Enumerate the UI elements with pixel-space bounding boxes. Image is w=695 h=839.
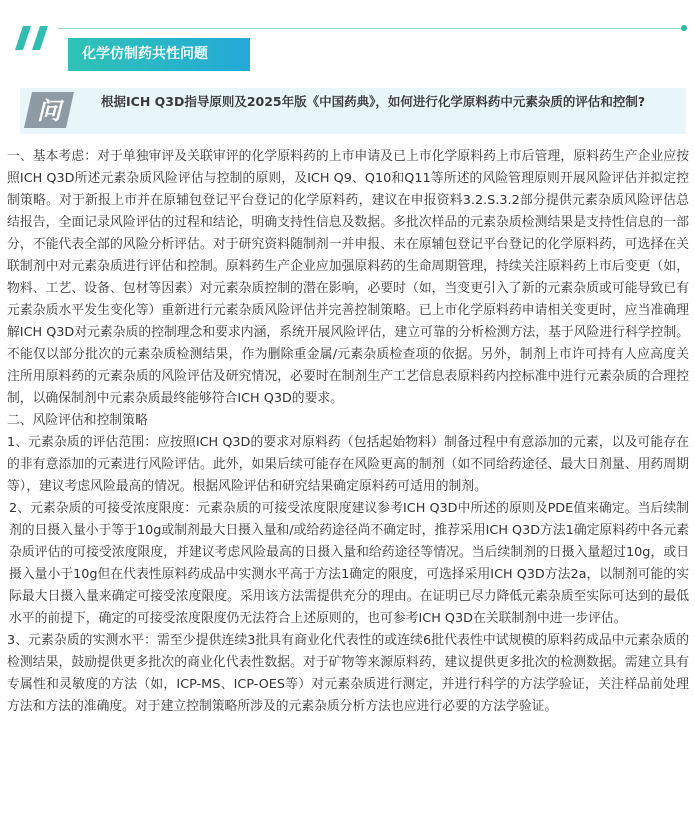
acceptable-limit-paragraph: 2、元素杂质的可接受浓度限度：元素杂质的可接受浓度限度建议参考ICH Q3D中所述的原则及PDE值来确定。当后续制剂的日摄入量小于等于10g或制剂最大日摄入量和/或给药途径尚不确定时，推荐采用ICH Q3D方法1确定原料药中各元素杂质评估的可接受浓度限度，并建议考虑风险最高的日摄入量和给药途径等情况。当后续制剂的日摄入量超过10g，或日摄入量小于10g但在代表性原料药成品中实测水平高于方法1确定的限度，可选择采用ICH Q3D方法2a，以制剂可能的实际最大日摄入量来确定可接受浓度限度。采用该方法需提供充分的理由。在证明已尽力降低元素杂质至实际可达到的最低水平的前提下，确定的可接受浓度限度仍无法符合上述原则的，也可参考ICH Q3D在关联制剂中进一步评估。 xyxy=(9,501,689,626)
question-badge-icon xyxy=(24,92,74,128)
question-box xyxy=(20,88,686,134)
question-text: 根据ICH Q3D指导原则及2025年版《中国药典》，如何进行化学原料药中元素杂质的评估和控制? xyxy=(101,94,646,109)
answer-body xyxy=(7,146,689,718)
basic-considerations-paragraph: 一、基本考虑：对于单独审评及关联审评的化学原料药的上市申请及已上市化学原料药上市后管理，原料药生产企业应按照ICH Q3D所述元素杂质风险评估与控制的原则，及ICH Q9、Q10和Q11等所述的风险管理原则开展风险评估并拟定控制策略。对于新报上市并在原辅包登记平台登记的化学原料药，建议在申报资料3.2.S.3.2部分提供元素杂质风险评估总结报告，全面记录风险评估的过程和结论，明确支持性信息及数据。多批次样品的元素杂质检测结果是支持性信息的一部分，不能代表全部的风险分析评估。对于研究资料随制剂一并申报、未在原辅包登记平台登记的化学原料药，可选择在关联制剂中对元素杂质进行评估和控制。原料药生产企业应加强原料药的生命周期管理，持续关注原料药上市后变更（如，物料、工艺、设备、包材等因素）对元素杂质控制的潜在影响，必要时（如，当变更引入了新的元素杂质或可能导致已有元素杂质水平发生变化等）重新进行元素杂质风险评估并完善控制策略。已上市化学原料药申请相关变更时，应当准确理解ICH Q3D对元素杂质的控制理念和要求内涵，系统开展风险评估，建立可靠的分析检测方法，基于风险进行科学控制。不能仅以部分批次的元素杂质检测结果，作为删除重金属/元素杂质检查项的依据。另外，制剂上市许可持有人应高度关注所用原料药的元素杂质的风险评估及研究情况，必要时在制剂生产工艺信息表原料药内控标准中进行元素杂质的合理控制，以确保制剂中元素杂质最终能够符合ICH Q3D的要求。 xyxy=(7,149,689,406)
measured-level-paragraph: 3、元素杂质的实测水平：需至少提供连续3批具有商业化代表性的或连续6批代表性中试规模的原料药成品中元素杂质的检测结果，鼓励提供更多批次的商业化代表性数据。对于矿物等来源原料药，建议提供更多批次的检测数据。需建立具有专属性和灵敏度的方法（如，ICP-MS、ICP-OES等）对元素杂质进行测定，并进行科学的方法学验证，关注样品前处理方法和方法的准确度。对于建立控制策略所涉及的元素杂质分析方法也应进行必要的方法学验证。 xyxy=(7,633,689,714)
evaluation-scope-paragraph: 1、元素杂质的评估范围：应按照ICH Q3D的要求对原料药（包括起始物料）制备过程中有意添加的元素，以及可能存在的非有意添加的元素进行风险评估。此外，如果后续可能存在风险更高的制剂（如不同给药途径、最大日剂量、用药周期等），建议考虑风险最高的情况。根据风险评估和研究结果确定原料药可适用的制剂。 xyxy=(7,435,689,494)
header-divider-dot xyxy=(681,25,687,31)
section-title: 化学仿制药共性问题 xyxy=(68,38,250,71)
svg-text:问: 问 xyxy=(37,97,61,125)
header-divider xyxy=(58,28,684,29)
double-slash-quote-icon xyxy=(14,26,50,50)
page-header xyxy=(0,0,695,80)
section-heading-risk-assessment: 二、风险评估和控制策略 xyxy=(7,413,148,428)
